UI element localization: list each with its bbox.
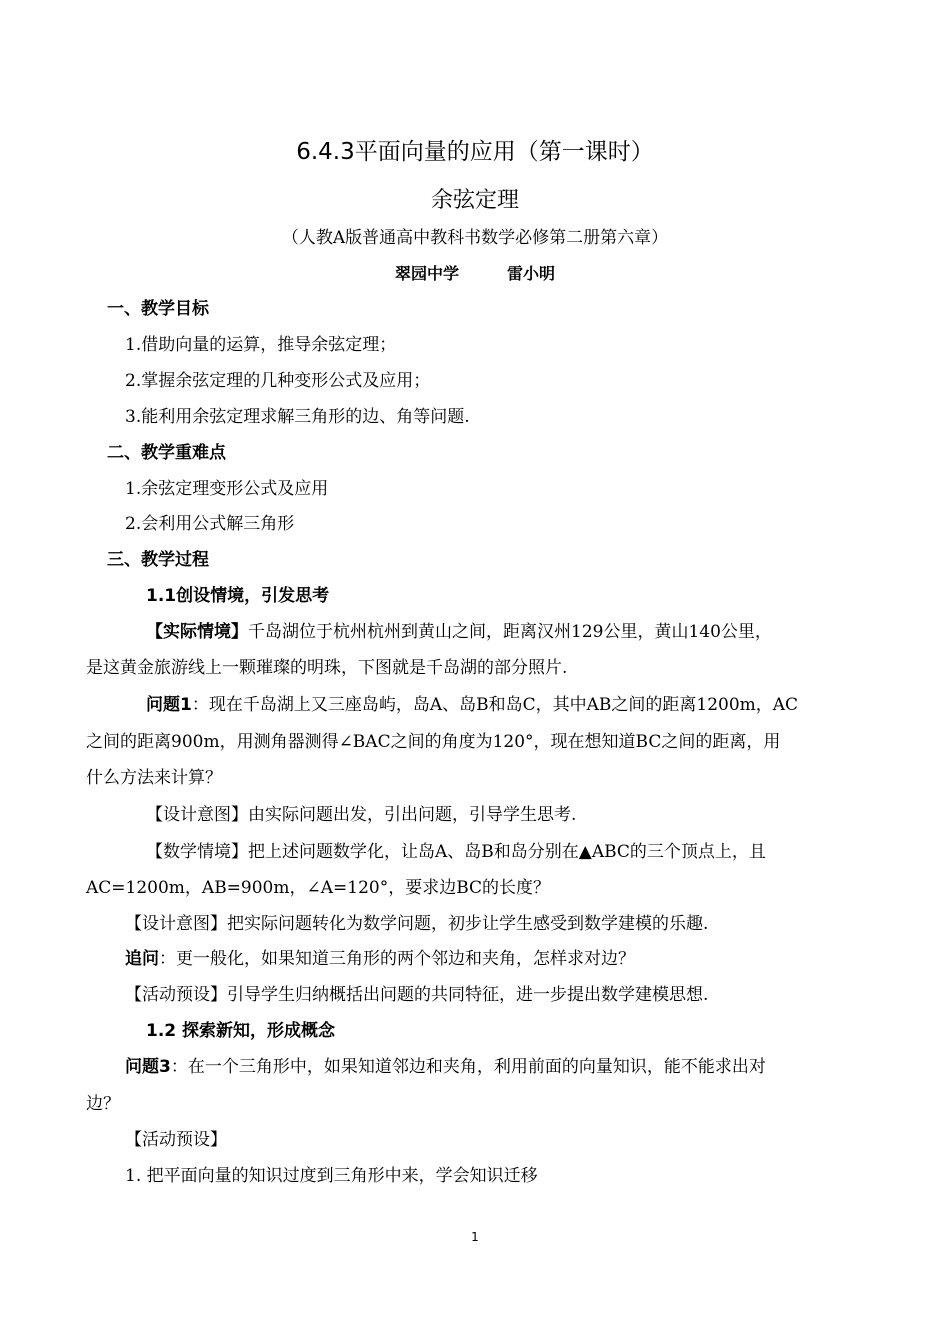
question-text: ：在一个三角形中，如果知道邻边和夹角，利用前面的向量知识，能不能求出对 <box>170 1057 766 1077</box>
question-text: ：现在千岛湖上又三座岛屿，岛A、岛B和岛C，其中AB之间的距离1200m，AC <box>191 695 799 715</box>
question-label: 问题3 <box>125 1057 171 1077</box>
section-heading-objectives: 一、教学目标 <box>107 299 209 319</box>
question-label: 问题1 <box>146 695 192 715</box>
paragraph-line: 【设计意图】把实际问题转化为数学问题，初步让学生感受到数学建模的乐趣. <box>125 914 709 934</box>
author-line <box>0 262 950 286</box>
key-point-item: 2.会利用公式解三角形 <box>125 514 295 534</box>
paragraph-line: 边？ <box>86 1094 120 1114</box>
paragraph-line <box>125 1055 766 1079</box>
paragraph-line <box>146 693 798 717</box>
section-heading-key-points: 二、教学重难点 <box>107 443 226 463</box>
follow-up-text: ：更一般化，如果知道三角形的两个邻边和夹角，怎样求对边？ <box>159 949 635 969</box>
follow-up-label: 追问 <box>125 949 159 969</box>
paragraph-line: 什么方法来计算？ <box>86 768 222 788</box>
paragraph-line: AC=1200m，AB=900m，∠A=120°，要求边BC的长度？ <box>86 878 551 898</box>
objective-item: 2.掌握余弦定理的几种变形公式及应用； <box>125 371 431 391</box>
key-point-item: 1.余弦定理变形公式及应用 <box>125 479 329 499</box>
author-name: 雷小明 <box>507 264 556 283</box>
paragraph-line: 【活动预设】引导学生归纳概括出问题的共同特征，进一步提出数学建模思想. <box>125 985 709 1005</box>
textbook-source: （人教A版普通高中教科书数学必修第二册第六章） <box>281 228 669 248</box>
page-number: 1 <box>471 1230 479 1244</box>
author-school: 翠园中学 <box>394 264 459 283</box>
paragraph-line <box>125 947 635 971</box>
paragraph-line: 之间的距离900m，用测角器测得∠BAC之间的角度为120°，现在想知道BC之间的距离，用 <box>86 732 781 752</box>
section-heading-process: 三、教学过程 <box>107 550 209 570</box>
subsection-heading: 1.2 探索新知，形成概念 <box>146 1021 336 1041</box>
objective-item: 1.借助向量的运算，推导余弦定理； <box>125 335 397 355</box>
paragraph-line <box>146 620 772 644</box>
paragraph-line: 【活动预设】 <box>125 1130 227 1150</box>
paragraph-line: 【数学情境】把上述问题数学化，让岛A、岛B和岛分别在▲ABC的三个顶点上，且 <box>146 842 766 862</box>
paragraph-line: 1. 把平面向量的知识过度到三角形中来，学会知识迁移 <box>125 1166 538 1186</box>
paragraph-line: 是这黄金旅游线上一颗璀璨的明珠，下图就是千岛湖的部分照片. <box>86 658 568 678</box>
subsection-heading: 1.1创设情境，引发思考 <box>146 586 330 606</box>
paragraph-line: 【设计意图】由实际问题出发，引出问题，引导学生思考. <box>146 805 577 825</box>
objective-item: 3.能利用余弦定理求解三角形的边、角等问题. <box>125 407 470 427</box>
situation-label: 【实际情境】 <box>146 622 248 642</box>
page-subtitle: 余弦定理 <box>430 188 519 213</box>
situation-text: 千岛湖位于杭州杭州到黄山之间，距离汉州129公里，黄山140公里， <box>248 622 772 642</box>
page-title: 6.4.3平面向量的应用（第一课时） <box>296 139 654 165</box>
